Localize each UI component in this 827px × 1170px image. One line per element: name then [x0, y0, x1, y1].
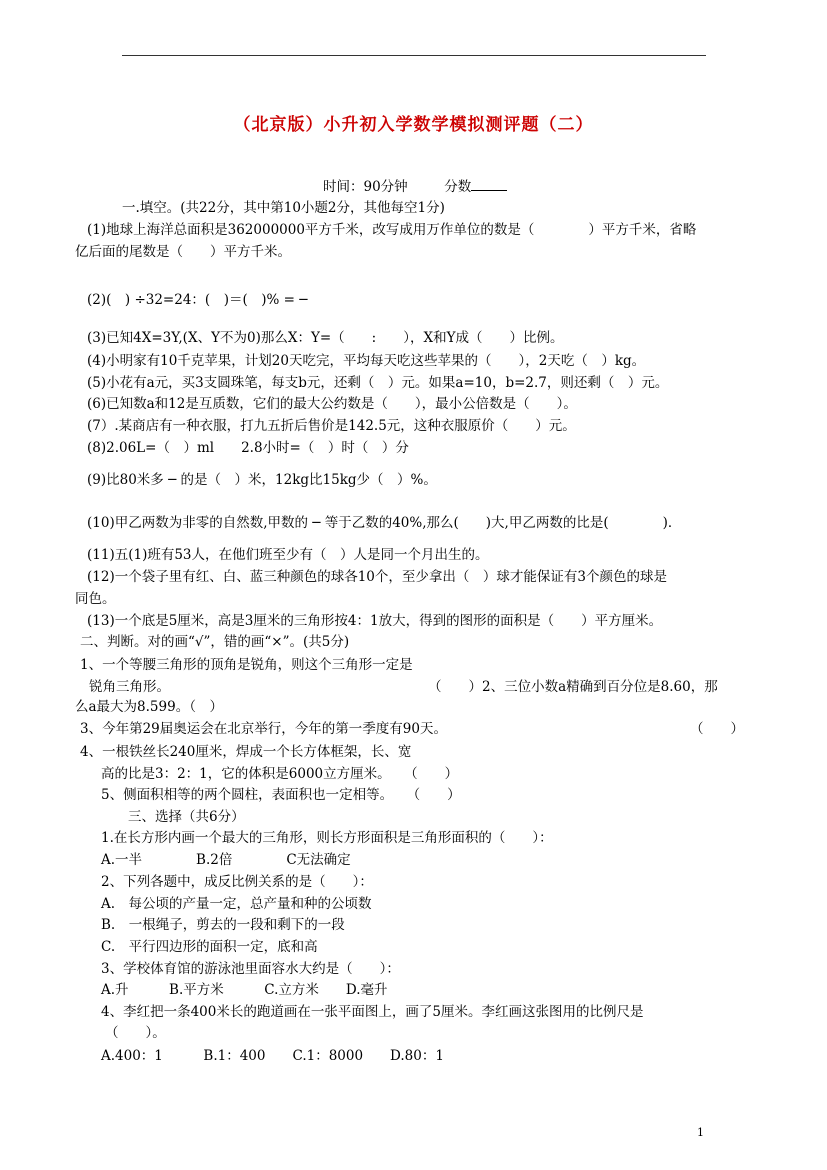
choice-options: A.升 B.平方米 C.立方米 D.毫升: [101, 982, 388, 998]
page-number: 1: [697, 1126, 704, 1139]
judge-item: 5、侧面积相等的两个圆柱，表面积也一定相等。 （ ）: [101, 787, 461, 803]
fill-item: (7）.某商店有一种衣服，打九五折后售价是142.5元，这种衣服原价（ ）元。: [87, 418, 576, 434]
score-blank[interactable]: [471, 178, 507, 191]
fill-item: (2)( ) ÷32=24：( )＝( )% = ─: [87, 292, 308, 308]
choice-item: （ ）。: [105, 1025, 166, 1041]
choice-item: 3、学校体育馆的游泳池里面容水大约是（ ）：: [101, 961, 400, 977]
choice-option: A. 每公顷的产量一定，总产量和种的公顷数: [101, 896, 372, 912]
time-label: 时间：90分钟: [323, 179, 408, 195]
judge-item: 4、一根铁丝长240厘米，焊成一个长方体框架，长、宽: [80, 744, 412, 760]
choice-option: C. 平行四边形的面积一定，底和高: [101, 939, 318, 955]
judge-item: 高的比是3：2：1，它的体积是6000立方厘米。 （ ）: [101, 766, 459, 782]
exam-meta: [323, 178, 507, 196]
judge-item: 3、今年第29届奥运会在北京举行，今年的第一季度有90天。: [80, 721, 447, 737]
choice-item: 2、下列各题中，成反比例关系的是（ ）：: [101, 874, 373, 890]
judge-item: 1、一个等腰三角形的顶角是锐角，则这个三角形一定是: [80, 657, 413, 673]
fill-item: (8)2.06L=（ ）ml 2.8小时=（ ）时（ ）分: [87, 440, 409, 456]
section-3-heading: 三、选择（共6分）: [128, 809, 245, 825]
fill-item: (10)甲乙两数为非零的自然数,甲数的 ─ 等于乙数的40%,那么( )大,甲乙两数的比是( )．: [87, 515, 682, 531]
fill-item: (13)一个底是5厘米，高是3厘米的三角形按4：1放大，得到的图形的面积是（ ）平方厘米。: [87, 613, 663, 629]
choice-item: 1.在长方形内画一个最大的三角形，则长方形面积是三角形面积的（ ）：: [101, 830, 553, 846]
fill-item: (5)小花有a元，买3支圆珠笔，每支b元，还剩（ ）元。如果a=10，b=2.7，则还剩（ ）元。: [87, 375, 669, 391]
judge-answer-blank: （ ）: [690, 721, 744, 737]
fill-item: (4)小明家有10千克苹果，计划20天吃完，平均每天吃这些苹果的（ ），2天吃（ ）kg。: [87, 353, 646, 369]
choice-options: A.400：1 B.1：400 C.1：8000 D.80：1: [101, 1048, 444, 1064]
fill-item: (9)比80米多 ─ 的是（ ）米，12kg比15kg少（ ）%。: [87, 472, 437, 488]
fill-item: (12)一个袋子里有红、白、蓝三种颜色的球各10个，至少拿出（ ）球才能保证有3个颜色的球是: [87, 569, 667, 585]
section-2-heading: 二、判断。对的画“√”，错的画“×”。(共5分): [80, 634, 350, 650]
section-1-heading: 一.填空。(共22分，其中第10小题2分，其他每空1分): [122, 200, 445, 216]
choice-options: A.一半 B.2倍 C无法确定: [101, 852, 351, 868]
header-rule: [122, 55, 706, 56]
choice-option: B. 一根绳子，剪去的一段和剩下的一段: [101, 917, 345, 933]
choice-item: 4、李红把一条400米长的跑道画在一张平面图上，画了5厘米。李红画这张图用的比例尺是: [101, 1004, 644, 1020]
fill-item: (6)已知数a和12是互质数，它们的最大公约数是（ ），最小公倍数是（ ）。: [87, 396, 577, 412]
judge-item: （ ）2、三位小数a精确到百分位是8.60，那: [428, 679, 718, 695]
fill-item: (11)五(1)班有53人，在他们班至少有（ ）人是同一个月出生的。: [87, 547, 489, 563]
page-title: （北京版）小升初入学数学模拟测评题（二）: [233, 115, 594, 135]
fill-item: (1)地球上海洋总面积是362000000平方千米，改写成用万作单位的数是（ ）平方千米，省略: [87, 222, 697, 238]
judge-item: 么a最大为8.599。（ ）: [75, 699, 223, 715]
fill-item: 亿后面的尾数是（ ）平方千米。: [75, 244, 291, 260]
fill-item: 同色。: [75, 591, 116, 607]
judge-item: 锐角三角形。: [89, 679, 170, 695]
fill-item: (3)已知4X=3Y,(X、Y不为0)那么X：Y=（ : ），X和Y成（ ）比例。: [87, 330, 564, 346]
score-label: 分数: [444, 179, 472, 195]
